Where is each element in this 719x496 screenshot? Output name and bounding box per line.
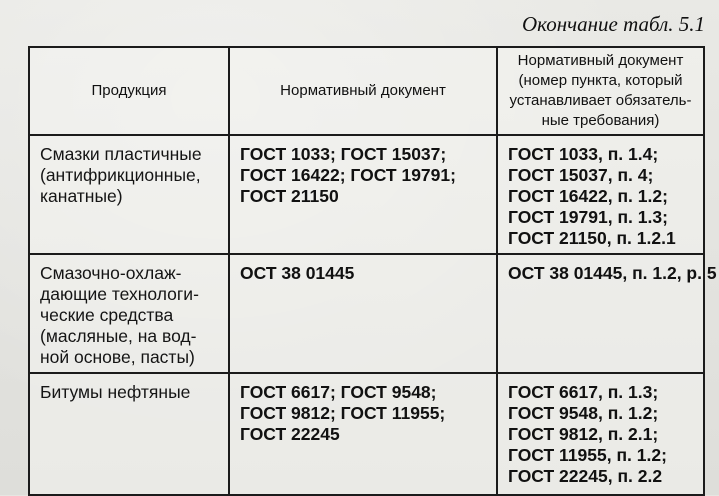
product-line: (масляные, на вод- [40, 326, 197, 346]
table-caption: Окончание табл. 5.1 [522, 12, 705, 36]
product-line: ческие средства [40, 305, 174, 325]
header-clause-line: ные требования) [541, 112, 660, 129]
clause-line: ГОСТ 21150, п. 1.2.1 [508, 228, 676, 248]
product-line: (антифрикционные, [40, 165, 201, 185]
clause-line: ГОСТ 15037, п. 4; [508, 165, 654, 185]
clause-cell [497, 135, 704, 254]
document-line: ГОСТ 6617; ГОСТ 9548; [240, 382, 437, 402]
document-line: ГОСТ 9812; ГОСТ 11955; [240, 403, 446, 423]
product-line: ной основе, пасты) [40, 347, 195, 367]
header-clause-line: Нормативный документ [517, 52, 684, 69]
product-line: дающие технологи- [40, 284, 199, 304]
document-line: ГОСТ 16422; ГОСТ 19791; [240, 165, 456, 185]
clause-line: ГОСТ 1033, п. 1.4; [508, 144, 659, 164]
document-line: ОСТ 38 01445 [240, 263, 355, 283]
document-cell [229, 254, 497, 373]
document-line: ГОСТ 1033; ГОСТ 15037; [240, 144, 447, 164]
product-cell [29, 254, 229, 373]
product-line: Смазки пластичные [40, 144, 202, 164]
clause-line: ГОСТ 22245, п. 2.2 [508, 466, 663, 486]
document-line: ГОСТ 22245 [240, 424, 340, 444]
document-cell [229, 135, 497, 254]
clause-line: ГОСТ 6617, п. 1.3; [508, 382, 659, 402]
table-row [29, 373, 704, 495]
table-row [29, 254, 704, 373]
header-document [229, 47, 497, 135]
header-clause [497, 47, 704, 135]
clause-line: ОСТ 38 01445, п. 1.2, р. 5 [508, 263, 717, 283]
table-header-row [29, 47, 704, 135]
header-product [29, 47, 229, 135]
product-cell [29, 135, 229, 254]
product-cell [29, 373, 229, 495]
standards-table [28, 46, 717, 496]
clause-cell [497, 373, 704, 495]
document-cell [229, 373, 497, 495]
product-line: Смазочно-охлаж- [40, 263, 182, 283]
document-line: ГОСТ 21150 [240, 186, 339, 206]
header-clause-line: устанавливает обязатель- [509, 92, 692, 109]
clause-line: ГОСТ 16422, п. 1.2; [508, 186, 668, 206]
product-line: канатные) [40, 186, 123, 206]
clause-cell [497, 254, 717, 373]
clause-line: ГОСТ 9548, п. 1.2; [508, 403, 659, 423]
header-document-label: Нормативный документ [280, 82, 446, 99]
table-row [29, 135, 704, 254]
product-line: Битумы нефтяные [40, 382, 191, 402]
clause-line: ГОСТ 11955, п. 1.2; [508, 445, 667, 465]
header-clause-line: (номер пункта, который [518, 72, 683, 89]
clause-line: ГОСТ 9812, п. 2.1; [508, 424, 659, 444]
clause-line: ГОСТ 19791, п. 1.3; [508, 207, 668, 227]
header-product-label: Продукция [91, 82, 167, 99]
